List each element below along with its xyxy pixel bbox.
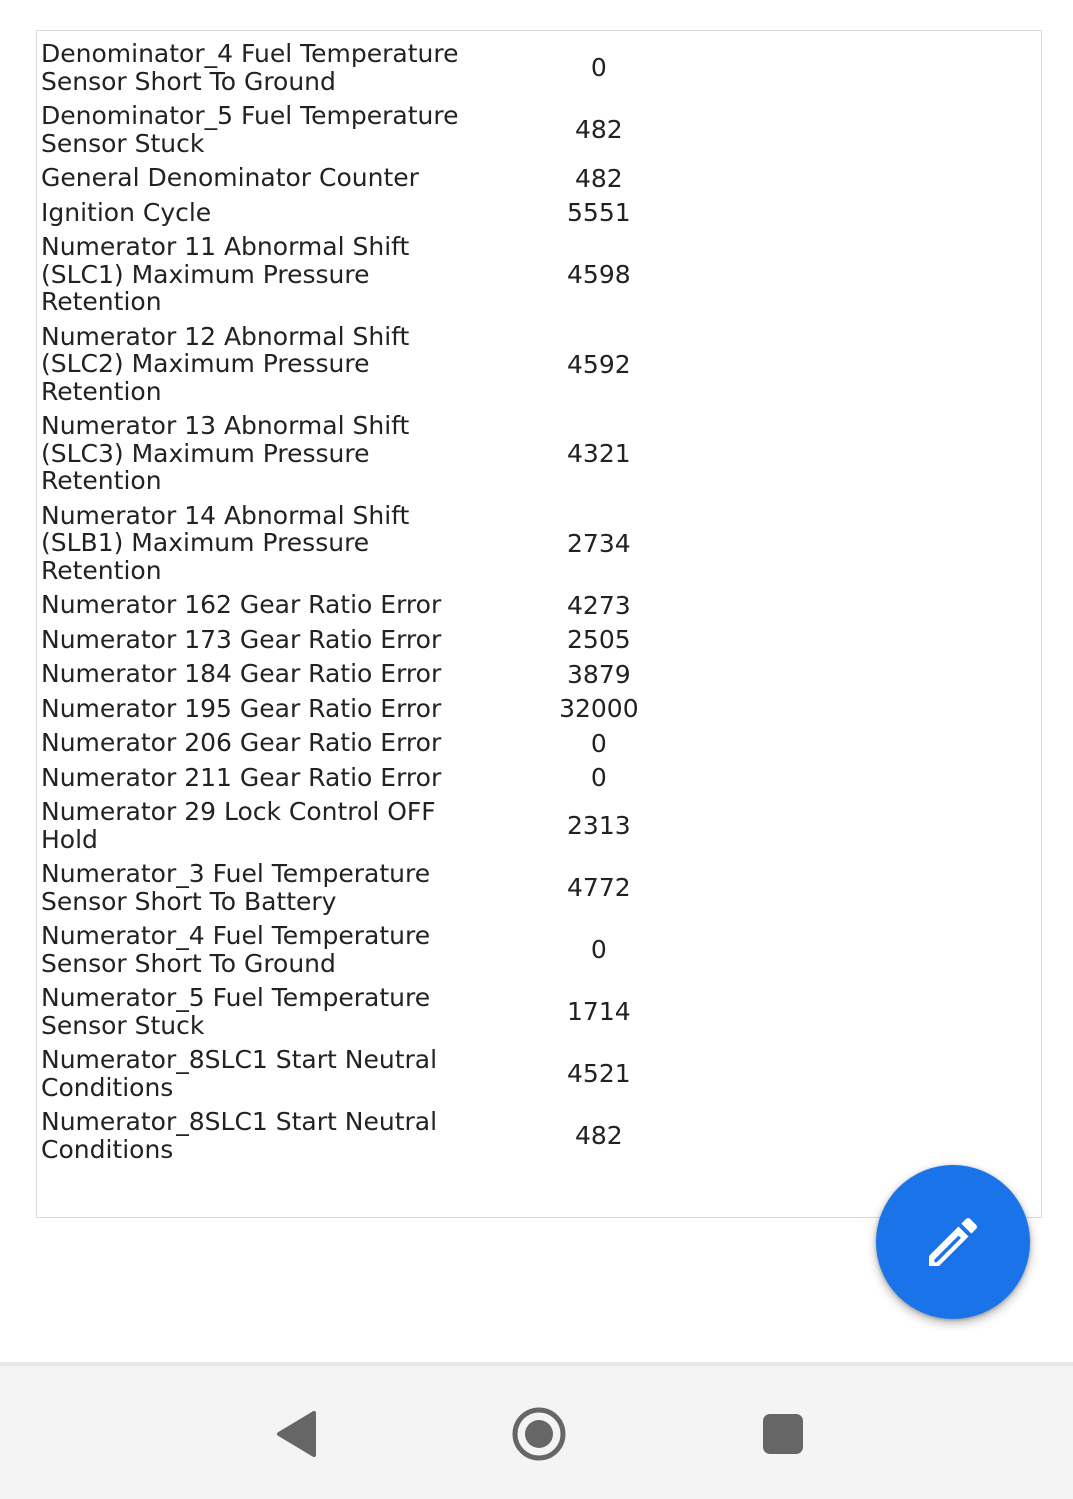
- param-name: Ignition Cycle: [41, 197, 212, 227]
- table-row: [41, 588, 721, 623]
- param-value: 0: [590, 935, 607, 965]
- param-name: Numerator 173 Gear Ratio Error: [41, 624, 442, 654]
- parameters-table: [41, 37, 721, 1167]
- param-name: Numerator_4 Fuel Temperature Sensor Short To Ground: [41, 921, 431, 978]
- pencil-icon: [921, 1210, 985, 1274]
- param-name: Numerator_8SLC1 Start Neutral Conditions: [41, 1045, 438, 1102]
- table-row: [41, 499, 721, 589]
- param-value: 5551: [567, 198, 631, 227]
- home-button[interactable]: [499, 1394, 579, 1474]
- param-value: 482: [574, 1121, 623, 1151]
- param-value: 482: [574, 115, 623, 145]
- table-row: [41, 1043, 721, 1105]
- table-row: [41, 230, 721, 320]
- param-value: 2505: [567, 625, 631, 654]
- param-name: General Denominator Counter: [41, 163, 419, 192]
- recents-square-icon: [761, 1412, 805, 1456]
- table-row: [41, 320, 721, 410]
- param-name: Numerator_5 Fuel Temperature Sensor Stuck: [41, 983, 431, 1040]
- param-value: 482: [574, 163, 623, 193]
- param-value: 2734: [567, 528, 631, 558]
- param-name: Numerator 29 Lock Control OFF Hold: [41, 797, 436, 854]
- table-row: [41, 657, 721, 692]
- param-name: Numerator 13 Abnormal Shift (SLC3) Maximum Pressure Retention: [41, 411, 410, 495]
- param-value: 4321: [567, 439, 631, 468]
- param-value: 32000: [559, 694, 639, 723]
- back-button[interactable]: [256, 1394, 336, 1474]
- table-row: [41, 1105, 721, 1167]
- param-name: Numerator 12 Abnormal Shift (SLC2) Maximum Pressure Retention: [41, 321, 410, 406]
- recents-button[interactable]: [743, 1394, 823, 1474]
- table-row: [41, 761, 721, 796]
- param-name: Numerator 11 Abnormal Shift (SLC1) Maximum Pressure Retention: [41, 232, 410, 316]
- table-row: [41, 919, 721, 981]
- param-name: Numerator 162 Gear Ratio Error: [41, 590, 442, 619]
- param-name: Numerator 195 Gear Ratio Error: [41, 693, 442, 723]
- param-value: 0: [590, 763, 607, 792]
- param-value: 4521: [567, 1059, 631, 1089]
- param-name: Numerator_3 Fuel Temperature Sensor Short To Battery: [41, 859, 431, 916]
- param-value: 1714: [567, 997, 631, 1027]
- param-value: 4592: [567, 349, 631, 379]
- param-name: Denominator_5 Fuel Temperature Sensor Stuck: [41, 101, 459, 158]
- table-row: [41, 726, 721, 761]
- param-name: Denominator_4 Fuel Temperature Sensor Short To Ground: [41, 39, 459, 96]
- table-row: [41, 623, 721, 658]
- system-navigation-bar: [0, 1362, 1073, 1499]
- table-row: [41, 161, 721, 196]
- param-value: 4598: [567, 260, 631, 289]
- param-value: 0: [590, 728, 607, 758]
- table-row: [41, 37, 721, 99]
- table-row: [41, 692, 721, 727]
- param-value: 4273: [567, 590, 631, 620]
- table-row: [41, 196, 721, 231]
- param-name: Numerator 206 Gear Ratio Error: [41, 728, 442, 757]
- param-name: Numerator 211 Gear Ratio Error: [41, 762, 442, 792]
- parameters-card: [36, 30, 1042, 1218]
- param-value: 4772: [567, 873, 631, 903]
- table-row: [41, 981, 721, 1043]
- table-row: [41, 795, 721, 857]
- param-value: 2313: [567, 811, 631, 841]
- table-row: [41, 99, 721, 161]
- table-row: [41, 857, 721, 919]
- param-name: Numerator_8SLC1 Start Neutral Conditions: [41, 1107, 438, 1164]
- table-row: [41, 409, 721, 499]
- home-circle-icon: [509, 1404, 569, 1464]
- param-value: 3879: [567, 659, 631, 689]
- edit-fab-button[interactable]: [876, 1165, 1030, 1319]
- back-triangle-icon: [274, 1409, 318, 1459]
- param-name: Numerator 14 Abnormal Shift (SLB1) Maximum Pressure Retention: [41, 500, 410, 585]
- param-name: Numerator 184 Gear Ratio Error: [41, 659, 442, 688]
- param-value: 0: [590, 53, 607, 83]
